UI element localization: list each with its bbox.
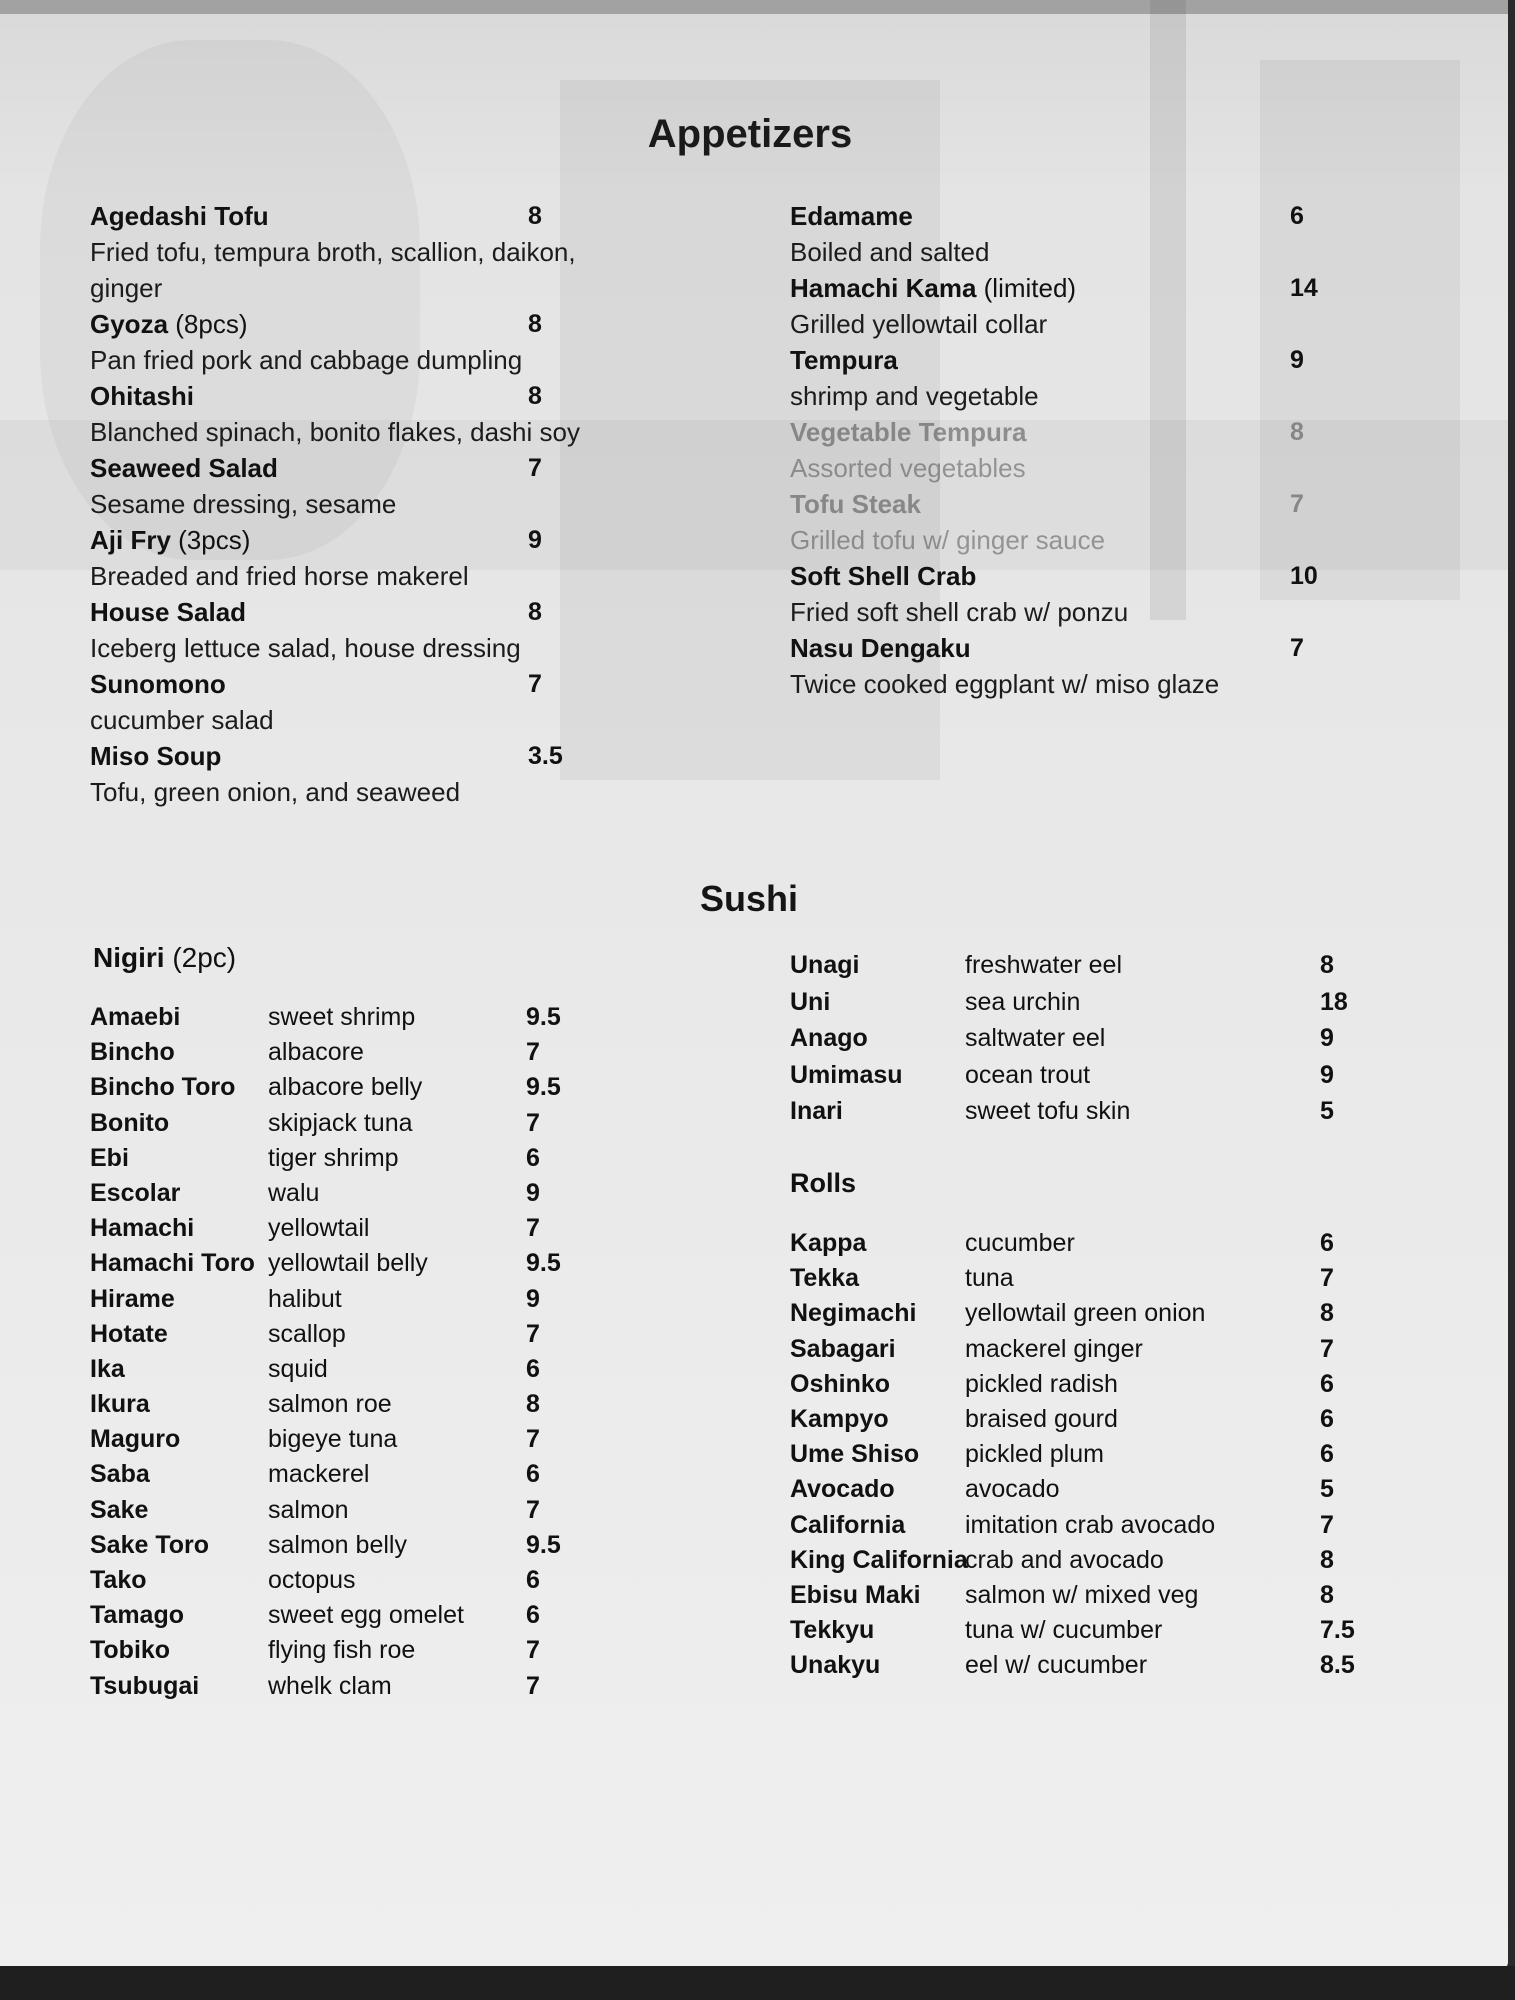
sushi-description: yellowtail xyxy=(268,1214,370,1243)
sushi-name: Tekka xyxy=(790,1264,860,1293)
sushi-description: whelk clam xyxy=(268,1671,392,1700)
sushi-price: 9.5 xyxy=(526,1073,561,1102)
sushi-description: salmon roe xyxy=(268,1390,392,1419)
nigiri-row xyxy=(90,1070,650,1105)
appetizers-left-column xyxy=(90,198,580,810)
sushi-description: cucumber xyxy=(965,1229,1075,1257)
sushi-price: 6 xyxy=(1320,1440,1334,1469)
nigiri-row xyxy=(90,1528,650,1563)
sushi-price: 8 xyxy=(1320,951,1334,979)
appetizer-line xyxy=(790,342,1280,378)
sushi-description: eel w/ cucumber xyxy=(965,1651,1148,1680)
nigiri-row xyxy=(90,1000,650,1035)
sushi-price: 6 xyxy=(1320,1404,1334,1433)
sushi-name: Bonito xyxy=(90,1108,170,1137)
appetizer-name: Edamame xyxy=(790,201,913,231)
sushi-name: Tako xyxy=(90,1566,147,1594)
appetizer-price: 10 xyxy=(1290,562,1318,590)
sushi-description: freshwater eel xyxy=(965,951,1123,979)
sushi-price: 8 xyxy=(1320,1580,1334,1609)
sushi-description: pickled radish xyxy=(965,1369,1118,1398)
sushi-price: 9.5 xyxy=(526,1249,561,1278)
appetizer-price: 7 xyxy=(528,670,542,698)
sushi-price: 7 xyxy=(526,1319,540,1348)
appetizer-description: Pan fried pork and cabbage dumpling xyxy=(90,345,523,375)
appetizer-price: 9 xyxy=(1290,346,1304,374)
sushi-price: 7.5 xyxy=(1320,1616,1355,1645)
nigiri-row xyxy=(90,1633,650,1668)
appetizer-line xyxy=(790,198,1280,234)
roll-row xyxy=(790,1508,1350,1543)
sushi-name: California xyxy=(790,1510,906,1539)
appetizer-line xyxy=(790,630,1280,666)
sushi-description: tiger shrimp xyxy=(268,1143,399,1172)
appetizer-item xyxy=(90,666,580,738)
appetizer-line xyxy=(90,450,580,486)
sushi-name: Hamachi xyxy=(90,1214,195,1243)
appetizer-note: (8pcs) xyxy=(168,309,248,339)
sushi-name: Ume Shiso xyxy=(790,1440,920,1469)
appetizer-price: 7 xyxy=(1290,634,1304,662)
appetizer-item xyxy=(90,522,580,594)
sushi-row xyxy=(790,1021,1350,1058)
sushi-price: 7 xyxy=(526,1038,540,1067)
appetizer-description: Grilled yellowtail collar xyxy=(790,309,1048,339)
sushi-price: 7 xyxy=(526,1214,540,1243)
sushi-name: Kampyo xyxy=(790,1404,889,1433)
roll-row xyxy=(790,1543,1350,1578)
sushi-name: Maguro xyxy=(90,1425,181,1454)
appetizer-price: 6 xyxy=(1290,202,1304,230)
nigiri-heading: Nigiri (2pc) xyxy=(93,942,237,973)
sushi-description: sweet egg omelet xyxy=(268,1601,464,1630)
appetizer-item xyxy=(790,630,1304,702)
sushi-name: Umimasu xyxy=(790,1060,903,1089)
sushi-description: salmon belly xyxy=(268,1530,407,1559)
sushi-misc-list xyxy=(790,948,1350,1131)
sushi-name: Amaebi xyxy=(90,1003,181,1031)
sushi-description: squid xyxy=(268,1354,328,1383)
nigiri-row xyxy=(90,1598,650,1633)
appetizer-price: 9 xyxy=(528,526,542,554)
sushi-name: Bincho Toro xyxy=(90,1073,236,1102)
sushi-price: 8 xyxy=(1320,1299,1334,1328)
appetizer-description: Assorted vegetables xyxy=(790,453,1026,483)
sushi-price: 6 xyxy=(1320,1369,1334,1398)
sushi-price: 18 xyxy=(1320,987,1348,1016)
sushi-row xyxy=(790,948,1350,985)
appetizer-item xyxy=(90,594,580,666)
appetizer-item xyxy=(90,306,580,378)
sushi-price: 6 xyxy=(526,1601,540,1630)
sushi-description: scallop xyxy=(268,1319,346,1348)
roll-row xyxy=(790,1648,1355,1683)
appetizer-price: 8 xyxy=(1290,418,1304,446)
nigiri-row xyxy=(90,1141,650,1176)
appetizer-item xyxy=(790,486,1304,558)
sushi-name: Ebisu Maki xyxy=(790,1580,921,1609)
appetizer-item xyxy=(790,198,1304,270)
sushi-price: 6 xyxy=(526,1460,540,1489)
appetizer-name: Tempura xyxy=(790,345,898,375)
appetizer-description: Grilled tofu w/ ginger sauce xyxy=(790,525,1106,555)
sushi-name: Unakyu xyxy=(790,1651,881,1680)
sushi-price: 6 xyxy=(526,1566,540,1594)
sushi-description: bigeye tuna xyxy=(268,1425,398,1454)
sushi-name: Uni xyxy=(790,987,831,1016)
sushi-row xyxy=(790,985,1350,1022)
sushi-name: Ikura xyxy=(90,1390,150,1419)
sushi-price: 8.5 xyxy=(1320,1651,1355,1680)
appetizer-price: 14 xyxy=(1290,274,1318,302)
appetizers-title: Appetizers xyxy=(647,112,853,156)
appetizer-line xyxy=(90,378,580,414)
nigiri-row xyxy=(90,1387,650,1422)
sushi-price: 7 xyxy=(526,1108,540,1137)
sushi-price: 6 xyxy=(526,1143,540,1172)
appetizer-description: Tofu, green onion, and seaweed xyxy=(90,777,461,807)
sushi-description: crab and avocado xyxy=(965,1545,1164,1574)
sushi-name: Anago xyxy=(790,1024,868,1052)
sushi-description: octopus xyxy=(268,1566,356,1594)
sushi-price: 7 xyxy=(526,1636,540,1665)
nigiri-row xyxy=(90,1106,650,1141)
sushi-price: 7 xyxy=(1320,1510,1334,1539)
appetizer-name: Vegetable Tempura xyxy=(790,417,1027,447)
appetizer-line xyxy=(790,270,1280,306)
nigiri-row xyxy=(90,1282,650,1317)
roll-row xyxy=(790,1578,1350,1613)
sushi-name: Sake xyxy=(90,1495,149,1524)
appetizer-item xyxy=(790,342,1304,414)
appetizer-price: 7 xyxy=(1290,490,1304,518)
sushi-description: tuna w/ cucumber xyxy=(965,1616,1163,1645)
appetizer-name: House Salad xyxy=(90,597,247,627)
appetizer-price: 8 xyxy=(528,598,542,626)
appetizer-line xyxy=(90,594,580,630)
roll-row xyxy=(790,1472,1350,1507)
sushi-row xyxy=(790,1058,1350,1095)
nigiri-row xyxy=(90,1317,650,1352)
sushi-name: Sake Toro xyxy=(90,1530,210,1559)
sushi-price: 9 xyxy=(1320,1060,1334,1089)
sushi-name: Tamago xyxy=(90,1601,184,1630)
roll-row xyxy=(790,1296,1350,1331)
sushi-name: Tsubugai xyxy=(90,1671,200,1700)
sushi-description: sweet shrimp xyxy=(268,1003,416,1031)
sushi-price: 8 xyxy=(526,1390,540,1419)
sushi-description: halibut xyxy=(268,1284,342,1313)
sushi-price: 7 xyxy=(1320,1334,1334,1363)
appetizer-item xyxy=(790,270,1318,342)
roll-row xyxy=(790,1261,1350,1296)
sushi-description: salmon xyxy=(268,1495,349,1524)
sushi-name: Unagi xyxy=(790,951,860,979)
nigiri-row xyxy=(90,1246,650,1281)
appetizer-line xyxy=(790,486,1280,522)
sushi-name: Bincho xyxy=(90,1038,175,1067)
appetizer-item xyxy=(90,198,580,306)
sushi-name: Sabagari xyxy=(790,1334,896,1363)
rolls-list xyxy=(790,1226,1355,1683)
sushi-description: mackerel xyxy=(268,1460,370,1489)
nigiri-row xyxy=(90,1422,650,1457)
appetizer-price: 7 xyxy=(528,454,542,482)
appetizer-line xyxy=(90,522,580,558)
nigiri-row xyxy=(90,1563,650,1598)
sushi-description: walu xyxy=(268,1178,320,1207)
roll-row xyxy=(790,1613,1355,1648)
sushi-price: 6 xyxy=(526,1354,540,1383)
appetizer-item xyxy=(90,378,580,450)
sushi-description: albacore xyxy=(268,1038,364,1067)
nigiri-row xyxy=(90,1352,650,1387)
sushi-description: tuna xyxy=(965,1264,1014,1293)
sushi-description: yellowtail green onion xyxy=(965,1299,1206,1328)
appetizer-description: Sesame dressing, sesame xyxy=(90,489,397,519)
sushi-name: Hotate xyxy=(90,1319,168,1348)
sushi-description: skipjack tuna xyxy=(268,1108,413,1137)
sushi-description: salmon w/ mixed veg xyxy=(965,1580,1199,1609)
background-edge xyxy=(0,1966,1515,2000)
sushi-description: sweet tofu skin xyxy=(965,1097,1131,1125)
appetizers-right-column xyxy=(790,198,1318,702)
appetizer-description: Iceberg lettuce salad, house dressing xyxy=(90,633,521,663)
appetizer-line xyxy=(90,738,580,774)
appetizer-line xyxy=(90,198,580,234)
sushi-description: sea urchin xyxy=(965,987,1081,1016)
appetizer-name: Hamachi Kama xyxy=(790,273,977,303)
sushi-price: 9.5 xyxy=(526,1530,561,1559)
sushi-description: yellowtail belly xyxy=(268,1249,428,1278)
appetizer-line xyxy=(90,666,580,702)
appetizer-description: cucumber salad xyxy=(90,705,274,735)
sushi-name: Ebi xyxy=(90,1143,129,1172)
appetizer-description: Breaded and fried horse makerel xyxy=(90,561,469,591)
sushi-description: mackerel ginger xyxy=(965,1334,1143,1363)
roll-row xyxy=(790,1437,1350,1472)
sushi-description: albacore belly xyxy=(268,1073,423,1102)
appetizer-name: Gyoza xyxy=(90,309,169,339)
appetizer-line xyxy=(790,558,1280,594)
sushi-name: Saba xyxy=(90,1460,150,1489)
sushi-name: Negimachi xyxy=(790,1299,917,1328)
rolls-heading: Rolls xyxy=(790,1168,857,1198)
appetizer-price: 3.5 xyxy=(528,742,563,770)
sushi-description: flying fish roe xyxy=(268,1636,416,1665)
appetizer-name: Soft Shell Crab xyxy=(790,561,977,591)
sushi-name: King California xyxy=(790,1545,968,1574)
appetizer-item xyxy=(790,558,1318,630)
sushi-price: 7 xyxy=(526,1495,540,1524)
nigiri-row xyxy=(90,1211,650,1246)
sushi-price: 6 xyxy=(1320,1229,1334,1257)
roll-row xyxy=(790,1402,1350,1437)
appetizer-description: Twice cooked eggplant w/ miso glaze xyxy=(790,669,1220,699)
appetizer-name: Ohitashi xyxy=(90,381,195,411)
sushi-name: Kappa xyxy=(790,1229,867,1257)
sushi-price: 9 xyxy=(1320,1024,1334,1052)
appetizer-price: 8 xyxy=(528,382,542,410)
sushi-price: 7 xyxy=(526,1671,540,1700)
appetizer-name: Agedashi Tofu xyxy=(90,201,269,231)
appetizer-name: Miso Soup xyxy=(90,741,222,771)
sushi-price: 9.5 xyxy=(526,1003,561,1031)
nigiri-row xyxy=(90,1035,650,1070)
nigiri-row xyxy=(90,1669,650,1704)
sushi-name: Tobiko xyxy=(90,1636,171,1665)
appetizer-name: Tofu Steak xyxy=(790,489,921,519)
sushi-price: 7 xyxy=(1320,1264,1334,1293)
sushi-name: Hamachi Toro xyxy=(90,1249,255,1278)
sushi-description: imitation crab avocado xyxy=(965,1510,1216,1539)
roll-row xyxy=(790,1367,1350,1402)
appetizer-note: (3pcs) xyxy=(170,525,251,555)
appetizer-name: Seaweed Salad xyxy=(90,453,278,483)
roll-row xyxy=(790,1226,1350,1261)
sushi-name: Hirame xyxy=(90,1284,175,1313)
roll-row xyxy=(790,1332,1350,1367)
sushi-price: 7 xyxy=(526,1425,540,1454)
sushi-price: 5 xyxy=(1320,1475,1334,1504)
appetizer-note: (limited) xyxy=(976,273,1077,303)
sushi-description: ocean trout xyxy=(965,1060,1091,1089)
appetizer-item xyxy=(790,414,1304,486)
sushi-title: Sushi xyxy=(700,878,799,919)
appetizer-price: 8 xyxy=(528,202,542,230)
sushi-name: Avocado xyxy=(790,1475,895,1504)
sushi-name: Oshinko xyxy=(790,1369,891,1398)
nigiri-row xyxy=(90,1457,650,1492)
sushi-name: Inari xyxy=(790,1097,843,1125)
appetizer-item xyxy=(90,738,580,810)
sushi-name: Tekkyu xyxy=(790,1616,875,1645)
appetizer-name: Nasu Dengaku xyxy=(790,633,971,663)
nigiri-list xyxy=(90,1000,650,1704)
nigiri-row xyxy=(90,1493,650,1528)
nigiri-row xyxy=(90,1176,650,1211)
appetizer-description: Fried soft shell crab w/ ponzu xyxy=(790,597,1129,627)
sushi-description: avocado xyxy=(965,1475,1060,1504)
sushi-price: 9 xyxy=(526,1178,540,1207)
appetizer-description: Fried tofu, tempura broth, scallion, daikon, ginger xyxy=(90,237,576,303)
sushi-description: braised gourd xyxy=(965,1404,1118,1433)
appetizer-item xyxy=(90,450,580,522)
appetizer-name: Aji Fry xyxy=(90,525,171,555)
appetizer-description: Boiled and salted xyxy=(790,237,990,267)
appetizer-line xyxy=(90,306,580,342)
sushi-name: Escolar xyxy=(90,1178,181,1207)
appetizer-name: Sunomono xyxy=(90,669,226,699)
top-shadow xyxy=(0,0,1508,14)
appetizer-description: shrimp and vegetable xyxy=(790,381,1039,411)
sushi-row xyxy=(790,1094,1350,1131)
appetizer-line xyxy=(790,414,1280,450)
appetizer-description: Blanched spinach, bonito flakes, dashi soy xyxy=(90,417,580,447)
sushi-price: 9 xyxy=(526,1284,540,1313)
sushi-name: Ika xyxy=(90,1354,125,1383)
sushi-description: saltwater eel xyxy=(965,1024,1106,1052)
sushi-price: 5 xyxy=(1320,1097,1334,1125)
sushi-description: pickled plum xyxy=(965,1440,1104,1469)
appetizer-price: 8 xyxy=(528,310,542,338)
sushi-price: 8 xyxy=(1320,1545,1334,1574)
